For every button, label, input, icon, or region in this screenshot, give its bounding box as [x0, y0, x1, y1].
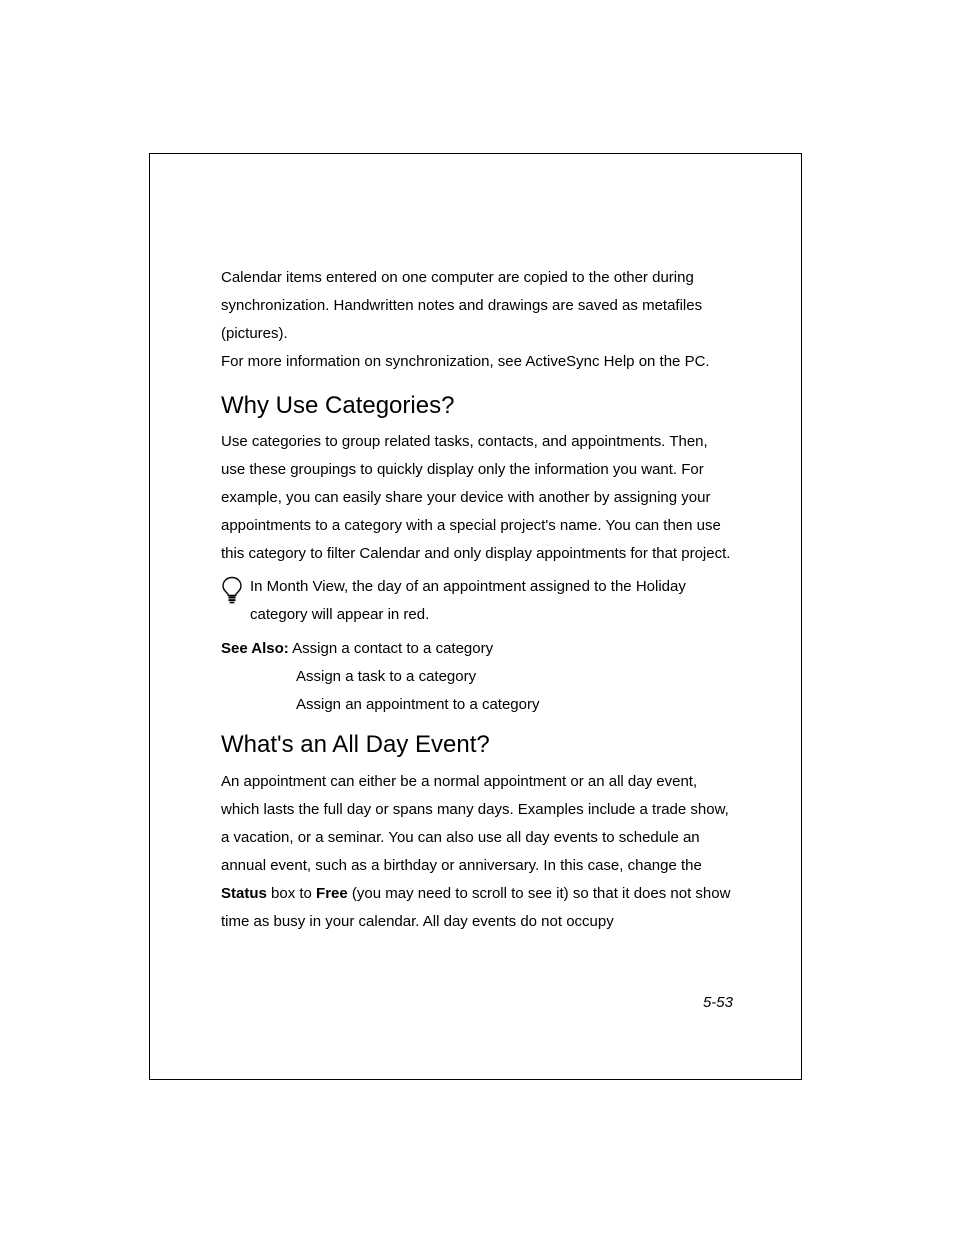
see-also-link-appointment[interactable]: Assign an appointment to a category [296, 696, 540, 713]
intro-more-info: For more information on synchronization, see ActiveSync Help on the PC. [221, 353, 710, 370]
see-also-link-contact[interactable]: Assign a contact to a category [292, 640, 494, 657]
tip-text: In Month View, the day of an appointment assigned to the Holiday category will appear in red. [250, 578, 686, 623]
all-day-text-b: box to [266, 885, 317, 902]
heading-all-day-event: What's an All Day Event? [221, 731, 490, 758]
see-also-label: See Also: [221, 640, 289, 657]
page-content [221, 264, 733, 936]
all-day-text-c: (you may need to scroll to see it) so that it does not show time as busy in your calendar. All day events do not occupy [221, 885, 731, 930]
all-day-text-a: An appointment can either be a normal appointment or an all day event, which lasts the full day or spans many days. Examples include a trade show, a vacation, or a seminar. You can also use all day events to schedule an annual event, such as a birthday or anniversary. In this case, change the [221, 773, 729, 874]
categories-paragraph: Use categories to group related tasks, contacts, and appointments. Then, use these groupings to quickly display only the information you want. For example, you can easily share your device with another by assigning your appointments to a category with a special project's name. You can then use this category to filter Calendar and only display appointments for that project. [221, 433, 731, 562]
free-term: Free [316, 885, 348, 902]
heading-why-use-categories: Why Use Categories? [221, 392, 455, 419]
see-also-block [221, 635, 733, 719]
intro-paragraph: Calendar items entered on one computer are copied to the other during synchronization. Handwritten notes and drawings are saved as metafiles (pictures). [221, 269, 703, 342]
page-number: 5-53 [702, 994, 733, 1011]
all-day-paragraph [221, 768, 733, 936]
see-also-link-task[interactable]: Assign a task to a category [296, 668, 477, 685]
lightbulb-icon [221, 576, 243, 604]
tip-note [221, 573, 733, 629]
status-term: Status [221, 885, 267, 902]
